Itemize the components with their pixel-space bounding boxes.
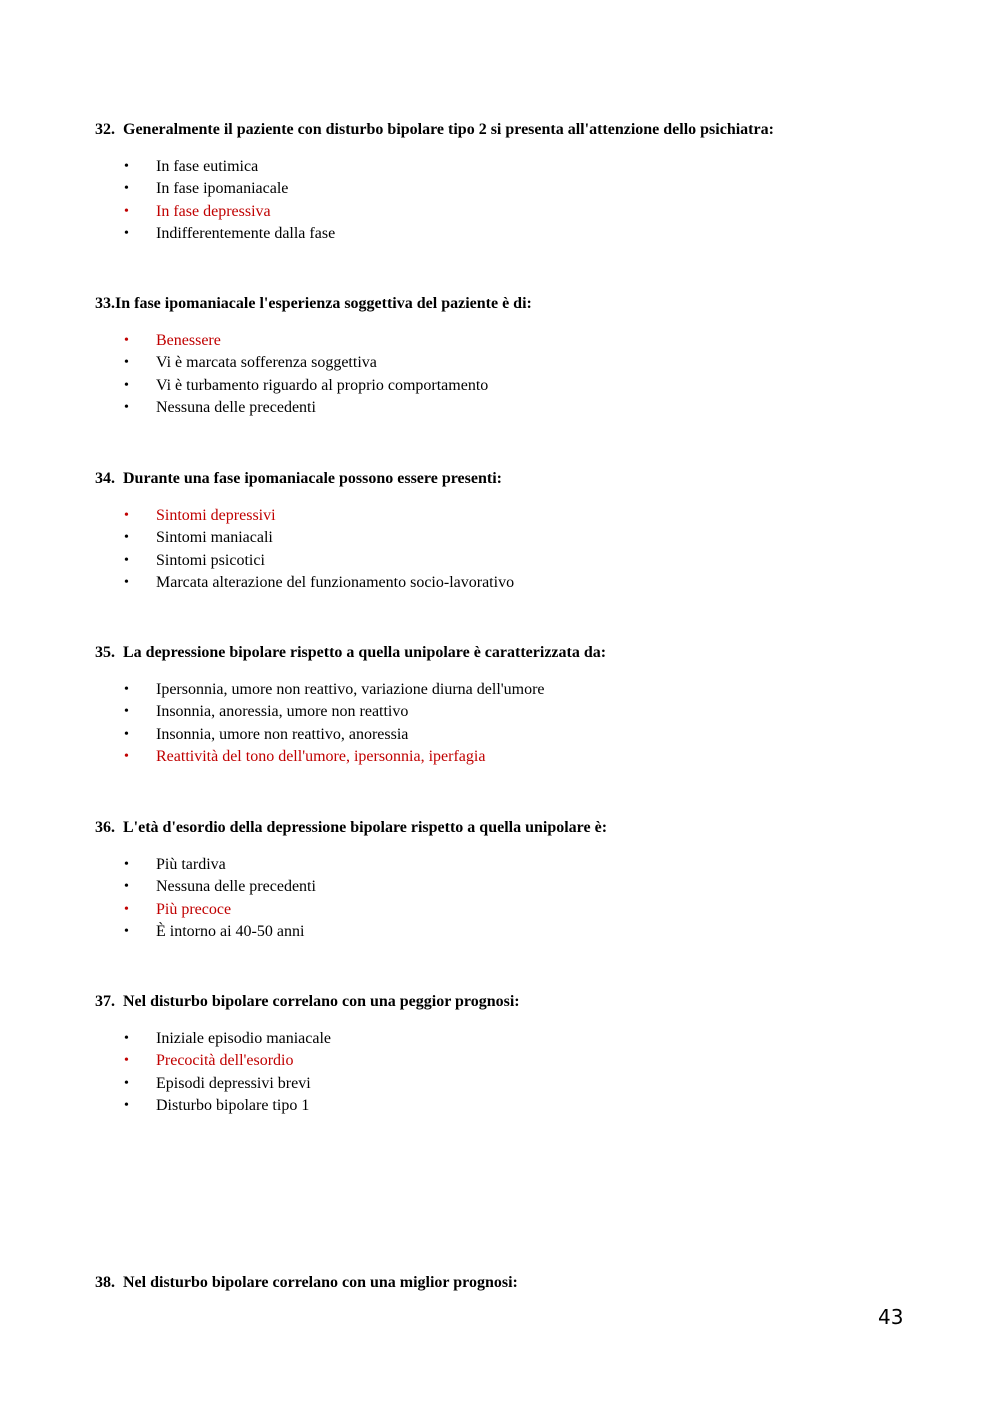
bullet-icon: • [124, 726, 129, 742]
answer-text: Vi è marcata sofferenza soggettiva [156, 354, 377, 372]
answer-list [95, 156, 915, 245]
bullet-icon: • [124, 704, 129, 720]
answer-list [95, 505, 915, 594]
question-number: 34. [95, 470, 115, 487]
answer-text: In fase depressiva [156, 202, 271, 220]
answer-option [95, 352, 915, 374]
answer-text: Sintomi depressivi [156, 507, 276, 524]
question-number: 33. [95, 295, 115, 312]
bullet-icon: • [124, 203, 129, 219]
question-text: La depressione bipolare rispetto a quella unipolare è caratterizzata da: [123, 644, 607, 661]
answer-option [95, 854, 915, 876]
bullet-icon: • [124, 508, 129, 523]
answer-list [95, 1028, 915, 1117]
answer-text: Disturbo bipolare tipo 1 [156, 1096, 310, 1114]
answer-option [95, 572, 915, 594]
question-title [95, 1273, 915, 1293]
question-35 [95, 643, 915, 768]
question-title [95, 992, 915, 1012]
question-34 [95, 469, 915, 594]
answer-option [95, 223, 915, 245]
bullet-icon: • [124, 225, 129, 241]
bullet-icon: • [124, 377, 129, 393]
bullet-icon: • [124, 901, 129, 917]
bullet-icon: • [124, 355, 129, 371]
question-38 [95, 1273, 915, 1293]
answer-list [95, 854, 915, 943]
answer-option [95, 178, 915, 200]
answer-option [95, 527, 915, 549]
answer-option [95, 375, 915, 397]
question-title [95, 818, 915, 838]
answer-text: Ipersonnia, umore non reattivo, variazione diurna dell'umore [156, 681, 545, 698]
question-text: Nel disturbo bipolare correlano con una miglior prognosi: [123, 1274, 518, 1291]
bullet-icon: • [124, 552, 129, 568]
question-36 [95, 818, 915, 943]
bullet-icon: • [124, 1075, 129, 1091]
answer-option [95, 679, 915, 701]
bullet-icon: • [124, 333, 129, 348]
answer-text: Nessuna delle precedenti [156, 878, 316, 896]
answer-option [95, 701, 915, 723]
answer-list [95, 330, 915, 419]
question-37 [95, 992, 915, 1117]
answer-text: Più precoce [156, 900, 232, 918]
question-text: Durante una fase ipomaniacale possono essere presenti: [123, 470, 502, 487]
page-number: 43 [878, 1305, 904, 1329]
question-33 [95, 294, 915, 419]
answer-text: In fase ipomaniacale [156, 180, 289, 198]
bullet-icon: • [124, 923, 129, 939]
correct-answer-option [95, 505, 915, 527]
question-text: Nel disturbo bipolare correlano con una peggior prognosi: [123, 993, 520, 1010]
answer-text: Reattività del tono dell'umore, ipersonnia, iperfagia [156, 747, 486, 765]
bullet-icon: • [124, 181, 129, 197]
question-number: 38. [95, 1274, 115, 1291]
question-text: In fase ipomaniacale l'esperienza soggettiva del paziente è di: [115, 295, 532, 312]
question-title [95, 643, 915, 663]
answer-list [95, 679, 915, 768]
correct-answer-option [95, 201, 915, 223]
question-title [95, 120, 915, 140]
answer-text: Marcata alterazione del funzionamento socio-lavorativo [156, 573, 515, 591]
question-text: Generalmente il paziente con disturbo bipolare tipo 2 si presenta all'attenzione dello psichiatra: [123, 121, 774, 138]
question-number: 37. [95, 993, 115, 1010]
answer-option [95, 1073, 915, 1095]
answer-text: Indifferentemente dalla fase [156, 224, 336, 242]
bullet-icon: • [124, 1097, 129, 1113]
question-32 [95, 120, 915, 245]
bullet-icon: • [124, 1053, 129, 1069]
answer-text: È intorno ai 40-50 anni [156, 922, 305, 940]
question-title [95, 294, 915, 314]
bullet-icon: • [124, 857, 129, 872]
bullet-icon: • [124, 1031, 129, 1046]
bullet-icon: • [124, 530, 129, 546]
bullet-icon: • [124, 879, 129, 895]
bullet-icon: • [124, 682, 129, 697]
bullet-icon: • [124, 748, 129, 764]
correct-answer-option [95, 330, 915, 352]
answer-text: Precocità dell'esordio [156, 1052, 294, 1070]
answer-option [95, 1095, 915, 1117]
answer-text: Sintomi maniacali [156, 529, 273, 547]
correct-answer-option [95, 746, 915, 768]
question-number: 35. [95, 644, 115, 661]
answer-text: In fase eutimica [156, 158, 259, 175]
correct-answer-option [95, 1050, 915, 1072]
answer-option [95, 724, 915, 746]
answer-text: Insonnia, umore non reattivo, anoressia [156, 725, 409, 743]
answer-text: Sintomi psicotici [156, 551, 265, 569]
question-number: 36. [95, 819, 115, 836]
answer-option [95, 921, 915, 943]
answer-option [95, 156, 915, 178]
bullet-icon: • [124, 399, 129, 415]
answer-text: Insonnia, anoressia, umore non reattivo [156, 703, 409, 721]
correct-answer-option [95, 899, 915, 921]
answer-text: Benessere [156, 332, 221, 349]
answer-option [95, 550, 915, 572]
answer-text: Vi è turbamento riguardo al proprio comportamento [156, 376, 489, 394]
answer-text: Iniziale episodio maniacale [156, 1030, 332, 1047]
bullet-icon: • [124, 159, 129, 174]
answer-option [95, 876, 915, 898]
answer-text: Più tardiva [156, 856, 226, 873]
bullet-icon: • [124, 574, 129, 590]
question-title [95, 469, 915, 489]
answer-option [95, 1028, 915, 1050]
question-text: L'età d'esordio della depressione bipolare rispetto a quella unipolare è: [123, 819, 608, 836]
answer-text: Episodi depressivi brevi [156, 1074, 311, 1092]
answer-option [95, 397, 915, 419]
question-number: 32. [95, 121, 115, 138]
answer-text: Nessuna delle precedenti [156, 398, 316, 416]
